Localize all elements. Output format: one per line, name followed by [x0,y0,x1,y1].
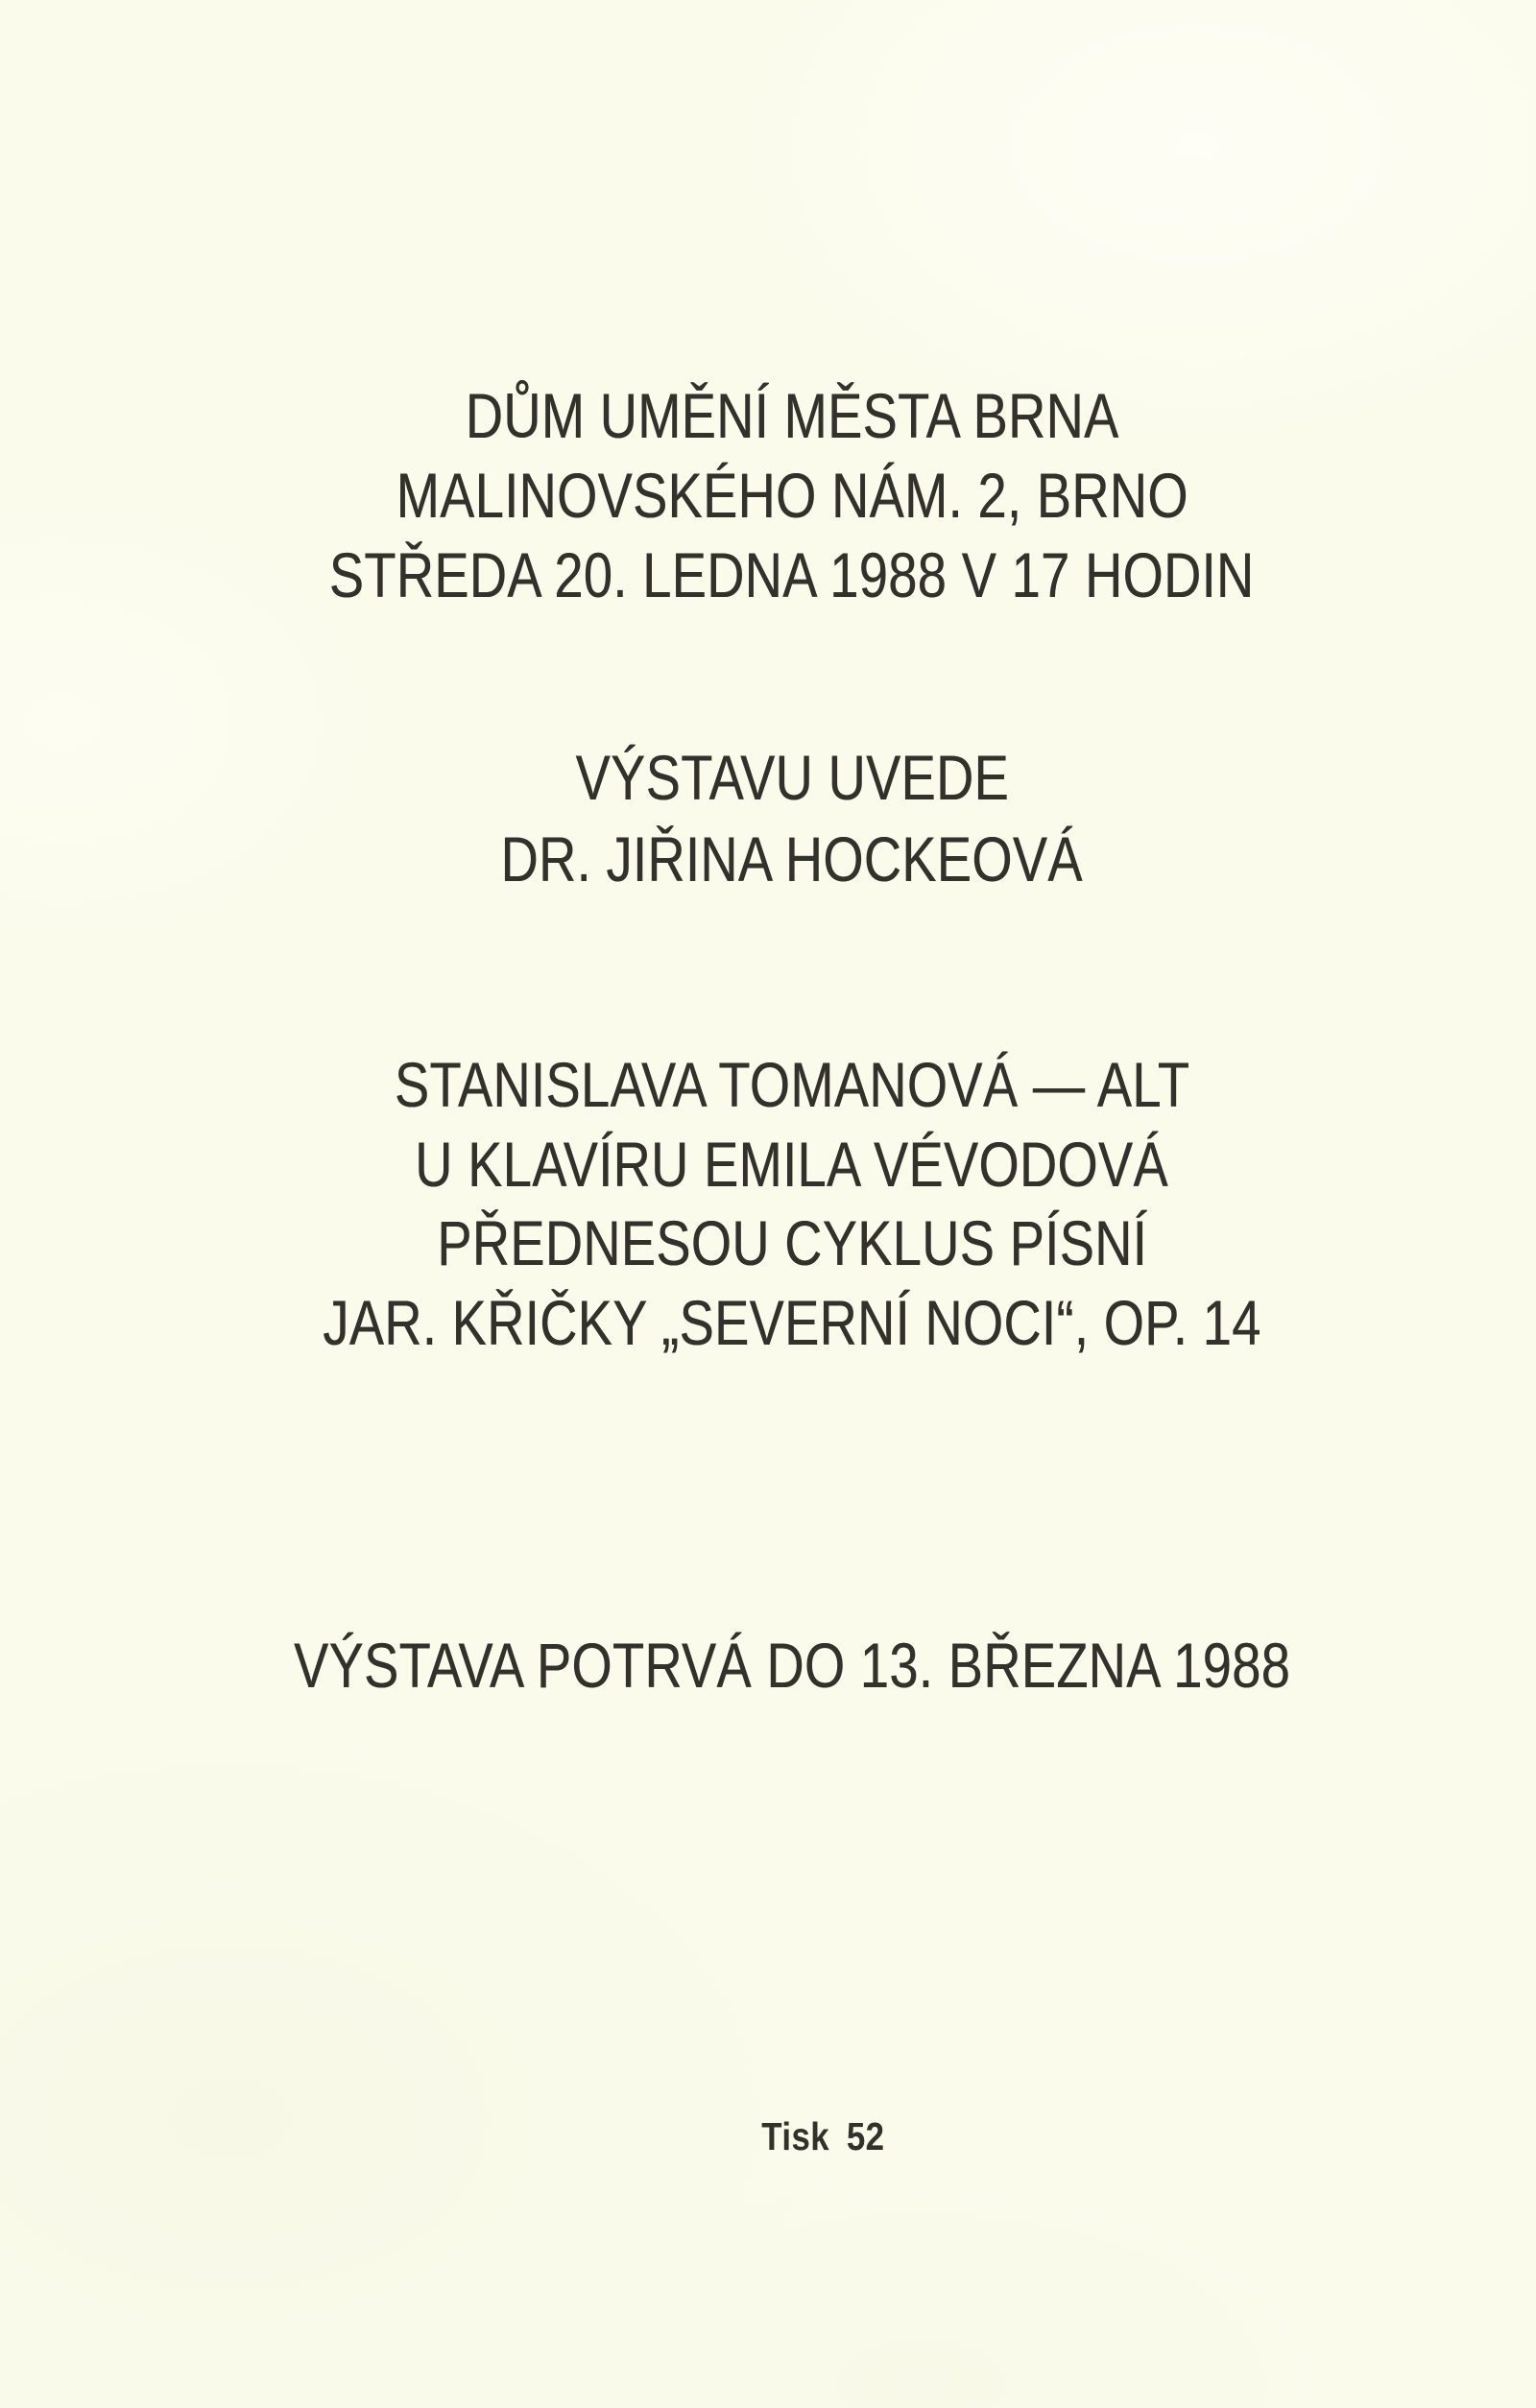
footer-section [55,2115,1536,2158]
song-cycle-title: JAR. KŘIČKY „SEVERNÍ NOCI“, OP. 14 [323,1286,1261,1358]
print-mark: Tisk 52 [760,2114,885,2158]
venue-address: MALINOVSKÉHO NÁM. 2, BRNO [396,460,1188,531]
venue-name: DŮM UMĚNÍ MĚSTA BRNA [465,380,1119,451]
program-description: PŘEDNESOU CYKLUS PÍSNÍ [437,1207,1147,1278]
event-datetime: STŘEDA 20. LEDNA 1988 V 17 HODIN [329,539,1255,610]
pianist-name: U KLAVÍRU EMILA VÉVODOVÁ [415,1128,1169,1200]
venue-header [24,376,1536,615]
performer-name: STANISLAVA TOMANOVÁ — ALT [394,1049,1190,1120]
exhibition-duration: VÝSTAVA POTRVÁ DO 13. BŘEZNA 1988 [293,1630,1291,1701]
curator-name: DR. JIŘINA HOCKEOVÁ [500,823,1084,894]
program-section [24,1045,1536,1362]
opening-intro: VÝSTAVU UVEDE [575,742,1009,813]
duration-section [24,1626,1536,1705]
opening-section [24,737,1536,900]
